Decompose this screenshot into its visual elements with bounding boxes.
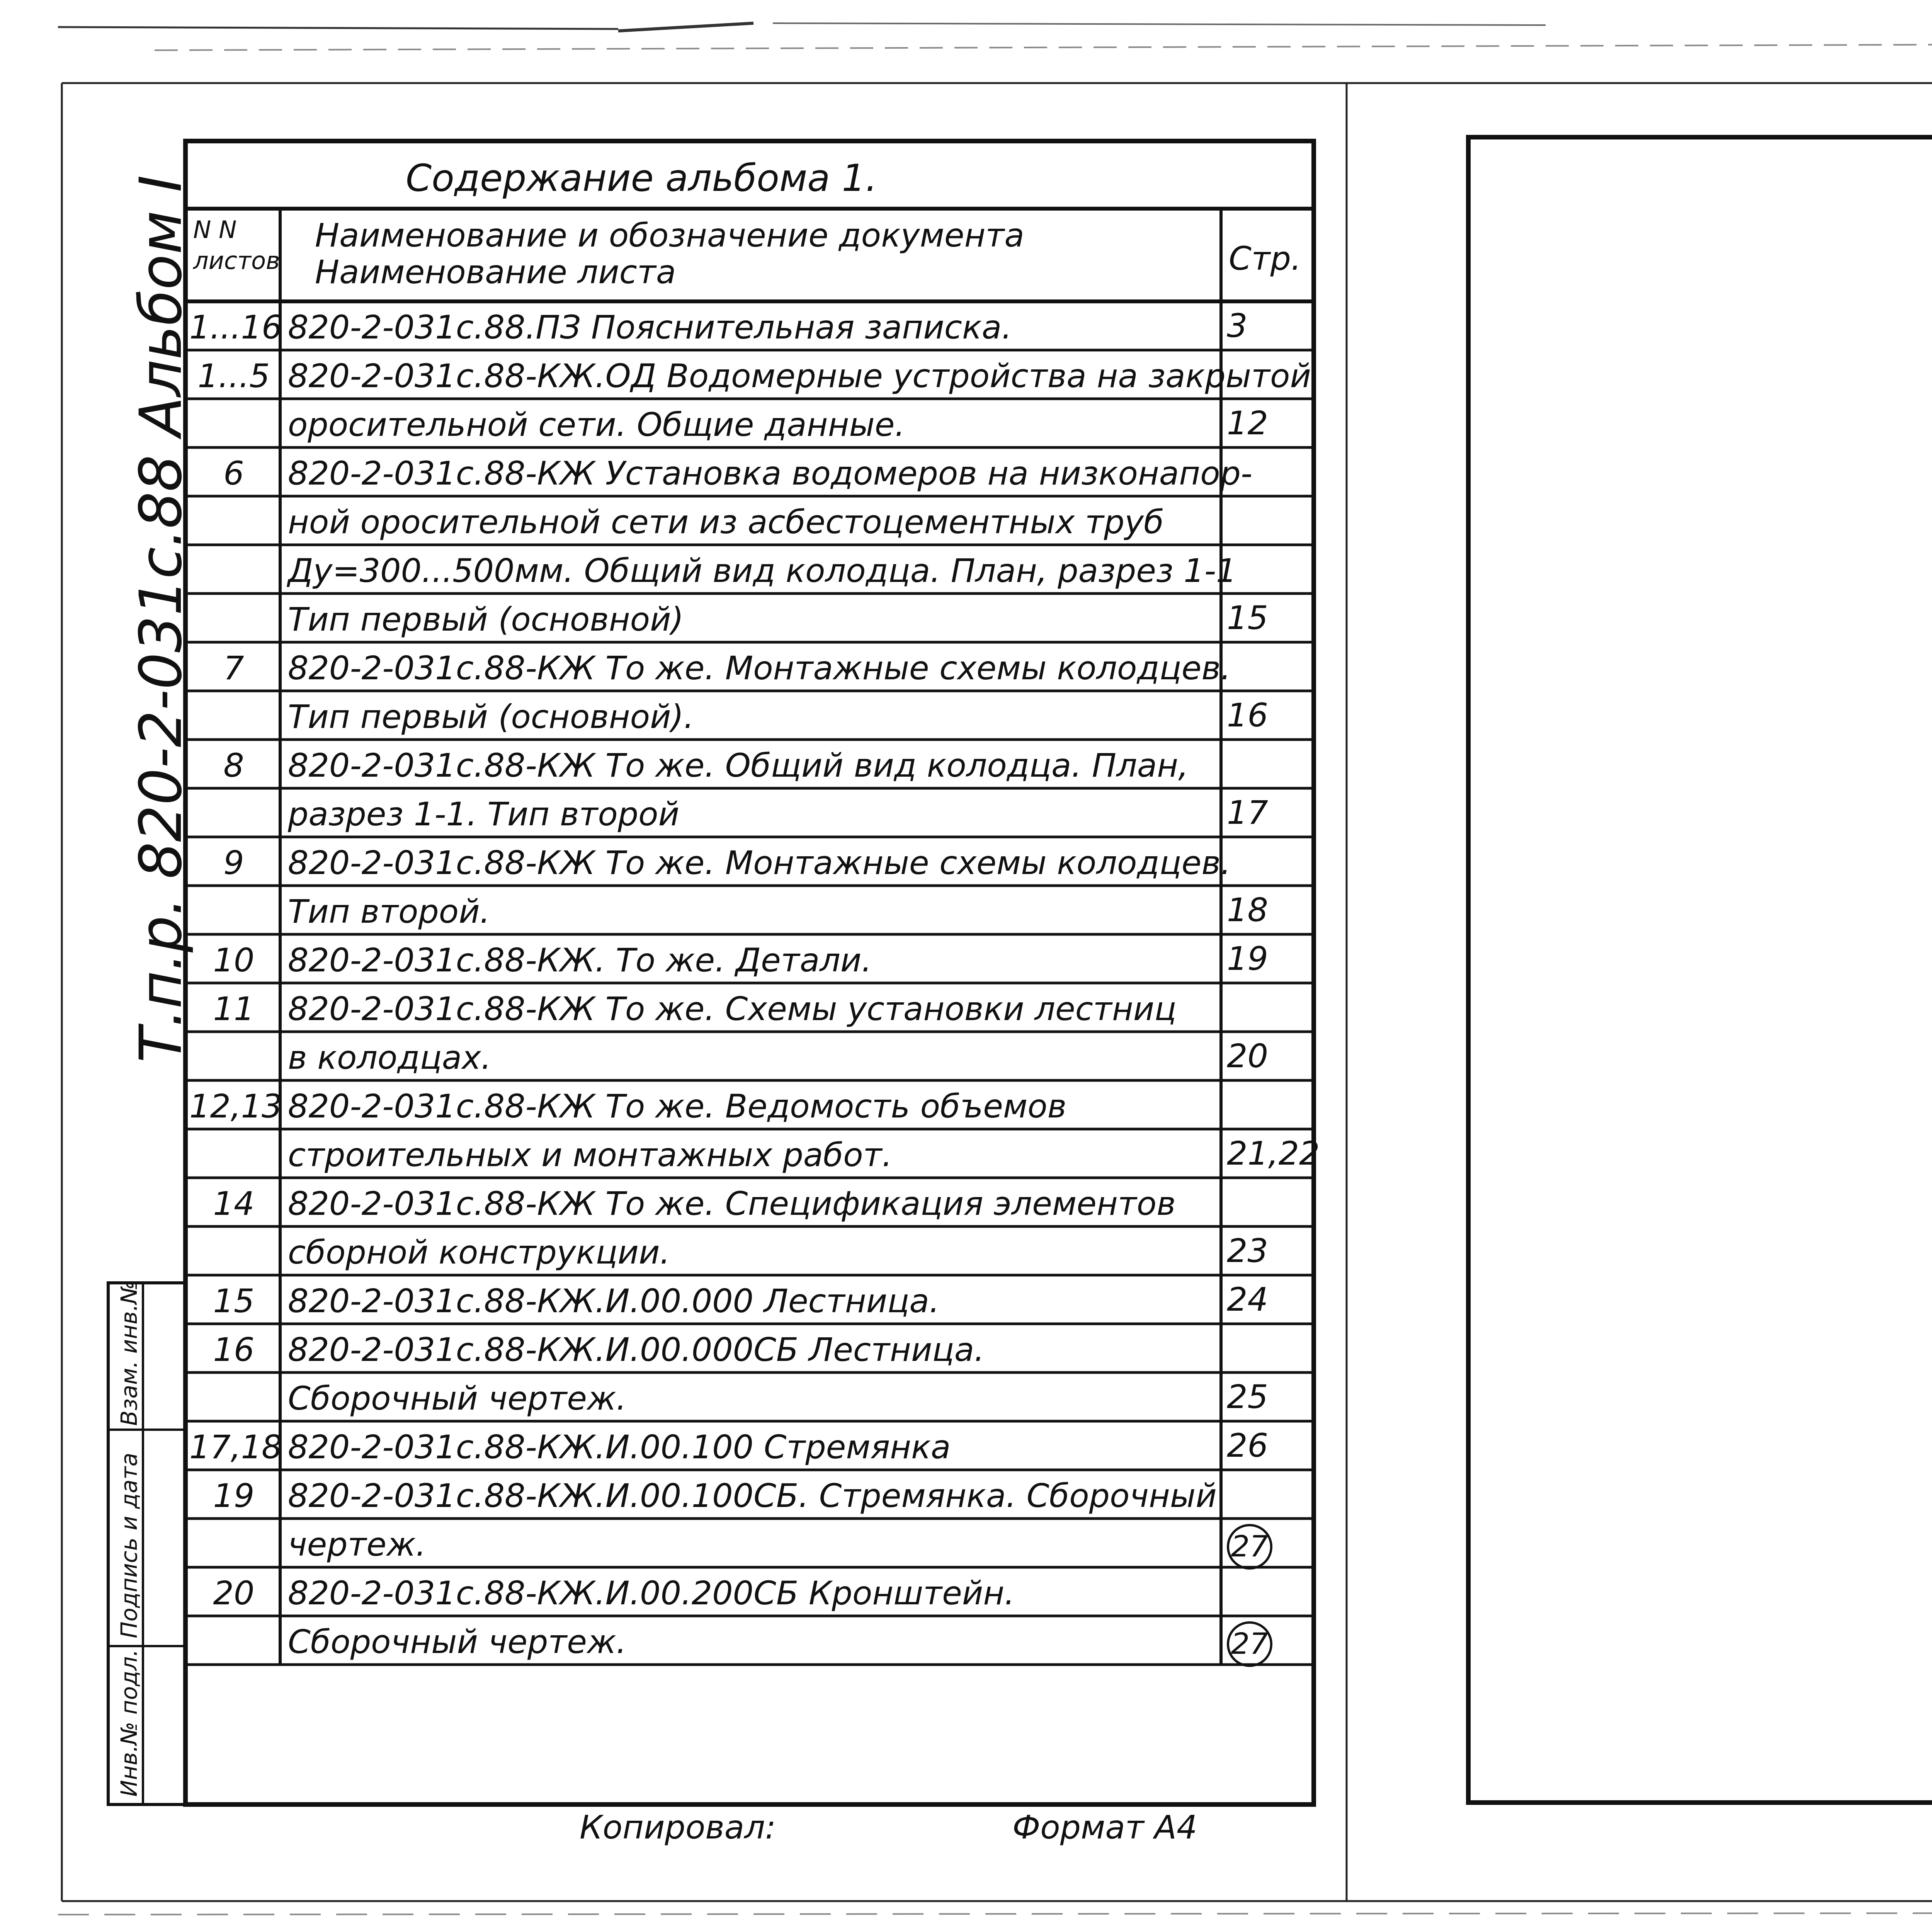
row-page: 17 [1227,794,1268,832]
format-label: Формат А4 [1012,1808,1197,1846]
row-document-name: 820-2-031с.88-КЖ. То же. Детали. [288,941,872,979]
row-document-name: строительных и монтажных работ. [288,1136,893,1174]
row-document-name: 820-2-031с.88.ПЗ Пояснительная записка. [288,308,1012,346]
side-box-replace: Взам. инв.№ [116,1281,142,1426]
circled-page-number: 27 [1227,1524,1272,1570]
row-document-name: Ду=300...500мм. Общий вид колодца. План, разрез 1-1 [288,552,1237,590]
row-page: 20 [1227,1037,1268,1075]
row-page: 24 [1227,1281,1268,1318]
row-document-name: Сборочный чертеж. [288,1379,627,1417]
row-document-name: 820-2-031с.88-КЖ То же. Общий вид колодца. План, [288,747,1189,784]
row-sheet-number: 14 [213,1185,255,1223]
row-document-name: Тип первый (основной). [288,698,694,736]
album-title: Содержание альбома 1. [406,156,878,200]
row-sheet-number: 10 [213,941,255,979]
row-document-name: 820-2-031с.88-КЖ То же. Ведомость объемов [288,1087,1067,1125]
row-page: 19 [1227,940,1268,978]
row-sheet-number: 8 [223,747,244,784]
row-document-name: 820-2-031с.88-КЖ.И.00.200СБ Кронштейн. [288,1574,1015,1612]
side-box-sign: Подпись и дата [116,1452,142,1638]
row-sheet-number: 1...16 [189,308,282,346]
row-document-name: чертеж. [288,1526,426,1563]
row-page: 18 [1227,891,1268,929]
row-page: 12 [1227,404,1268,442]
row-document-name: в колодцах. [288,1039,492,1077]
row-document-name: 820-2-031с.88-КЖ.И.00.100 Стремянка [288,1428,951,1466]
row-page: 25 [1227,1378,1268,1416]
row-document-name: Тип первый (основной) [288,600,684,638]
copied-label: Копировал: [580,1808,776,1846]
row-sheet-number: 1...5 [197,357,270,395]
row-document-name: 820-2-031с.88-КЖ То же. Схемы установки лестниц [288,990,1177,1028]
row-page: 16 [1227,696,1268,734]
circled-page-number: 27 [1227,1621,1272,1667]
row-page: 15 [1227,599,1268,637]
row-document-name: 820-2-031с.88-КЖ То же. Монтажные схемы колодцев. [288,649,1231,687]
header-col-num: N N листов [193,216,280,275]
row-sheet-number: 9 [223,844,244,882]
row-sheet-number: 11 [213,990,255,1028]
row-document-name: 820-2-031с.88-КЖ.И.00.000 Лестница. [288,1282,940,1320]
row-page: 3 [1227,307,1248,345]
row-sheet-number: 15 [213,1282,255,1320]
row-document-name: 820-2-031с.88-КЖ То же. Монтажные схемы колодцев. [288,844,1231,882]
row-sheet-number: 6 [223,454,244,492]
row-sheet-number: 17,18 [189,1428,282,1466]
row-document-name: ной оросительной сети из асбестоцементных труб [288,503,1164,541]
row-sheet-number: 20 [213,1574,255,1612]
row-page: 21,22 [1227,1134,1320,1172]
row-document-name: сборной конструкции. [288,1233,670,1271]
side-box-inv: Инв.№ подл. [116,1649,142,1797]
row-page [1223,1524,1316,1570]
row-document-name: Тип второй. [288,893,490,930]
row-sheet-number: 19 [213,1477,255,1515]
side-title: Т.п.р. 820-2-031с.88 Альбом I [128,175,195,1063]
row-page: 26 [1227,1427,1268,1464]
row-sheet-number: 7 [223,649,244,687]
row-sheet-number: 16 [213,1331,255,1369]
row-document-name: 820-2-031с.88-КЖ То же. Спецификация элементов [288,1185,1176,1223]
row-document-name: Сборочный чертеж. [288,1623,627,1661]
header-col-name-2: Наименование листа [315,253,676,291]
row-page: 23 [1227,1232,1268,1270]
row-sheet-number: 12,13 [189,1087,282,1125]
row-document-name: оросительной сети. Общие данные. [288,406,905,444]
row-document-name: 820-2-031с.88-КЖ.ОД Водомерные устройства на закрытой [288,357,1311,395]
header-col-page: Стр. [1229,240,1301,277]
row-document-name: 820-2-031с.88-КЖ.И.00.000СБ Лестница. [288,1331,985,1369]
header-col-name-1: Наименование и обозначение документа [315,216,1024,254]
row-document-name: разрез 1-1. Тип второй [288,795,680,833]
row-document-name: 820-2-031с.88-КЖ Установка водомеров на низконапор- [288,454,1253,492]
row-document-name: 820-2-031с.88-КЖ.И.00.100СБ. Стремянка. Сборочный [288,1477,1217,1515]
row-page [1223,1621,1316,1667]
